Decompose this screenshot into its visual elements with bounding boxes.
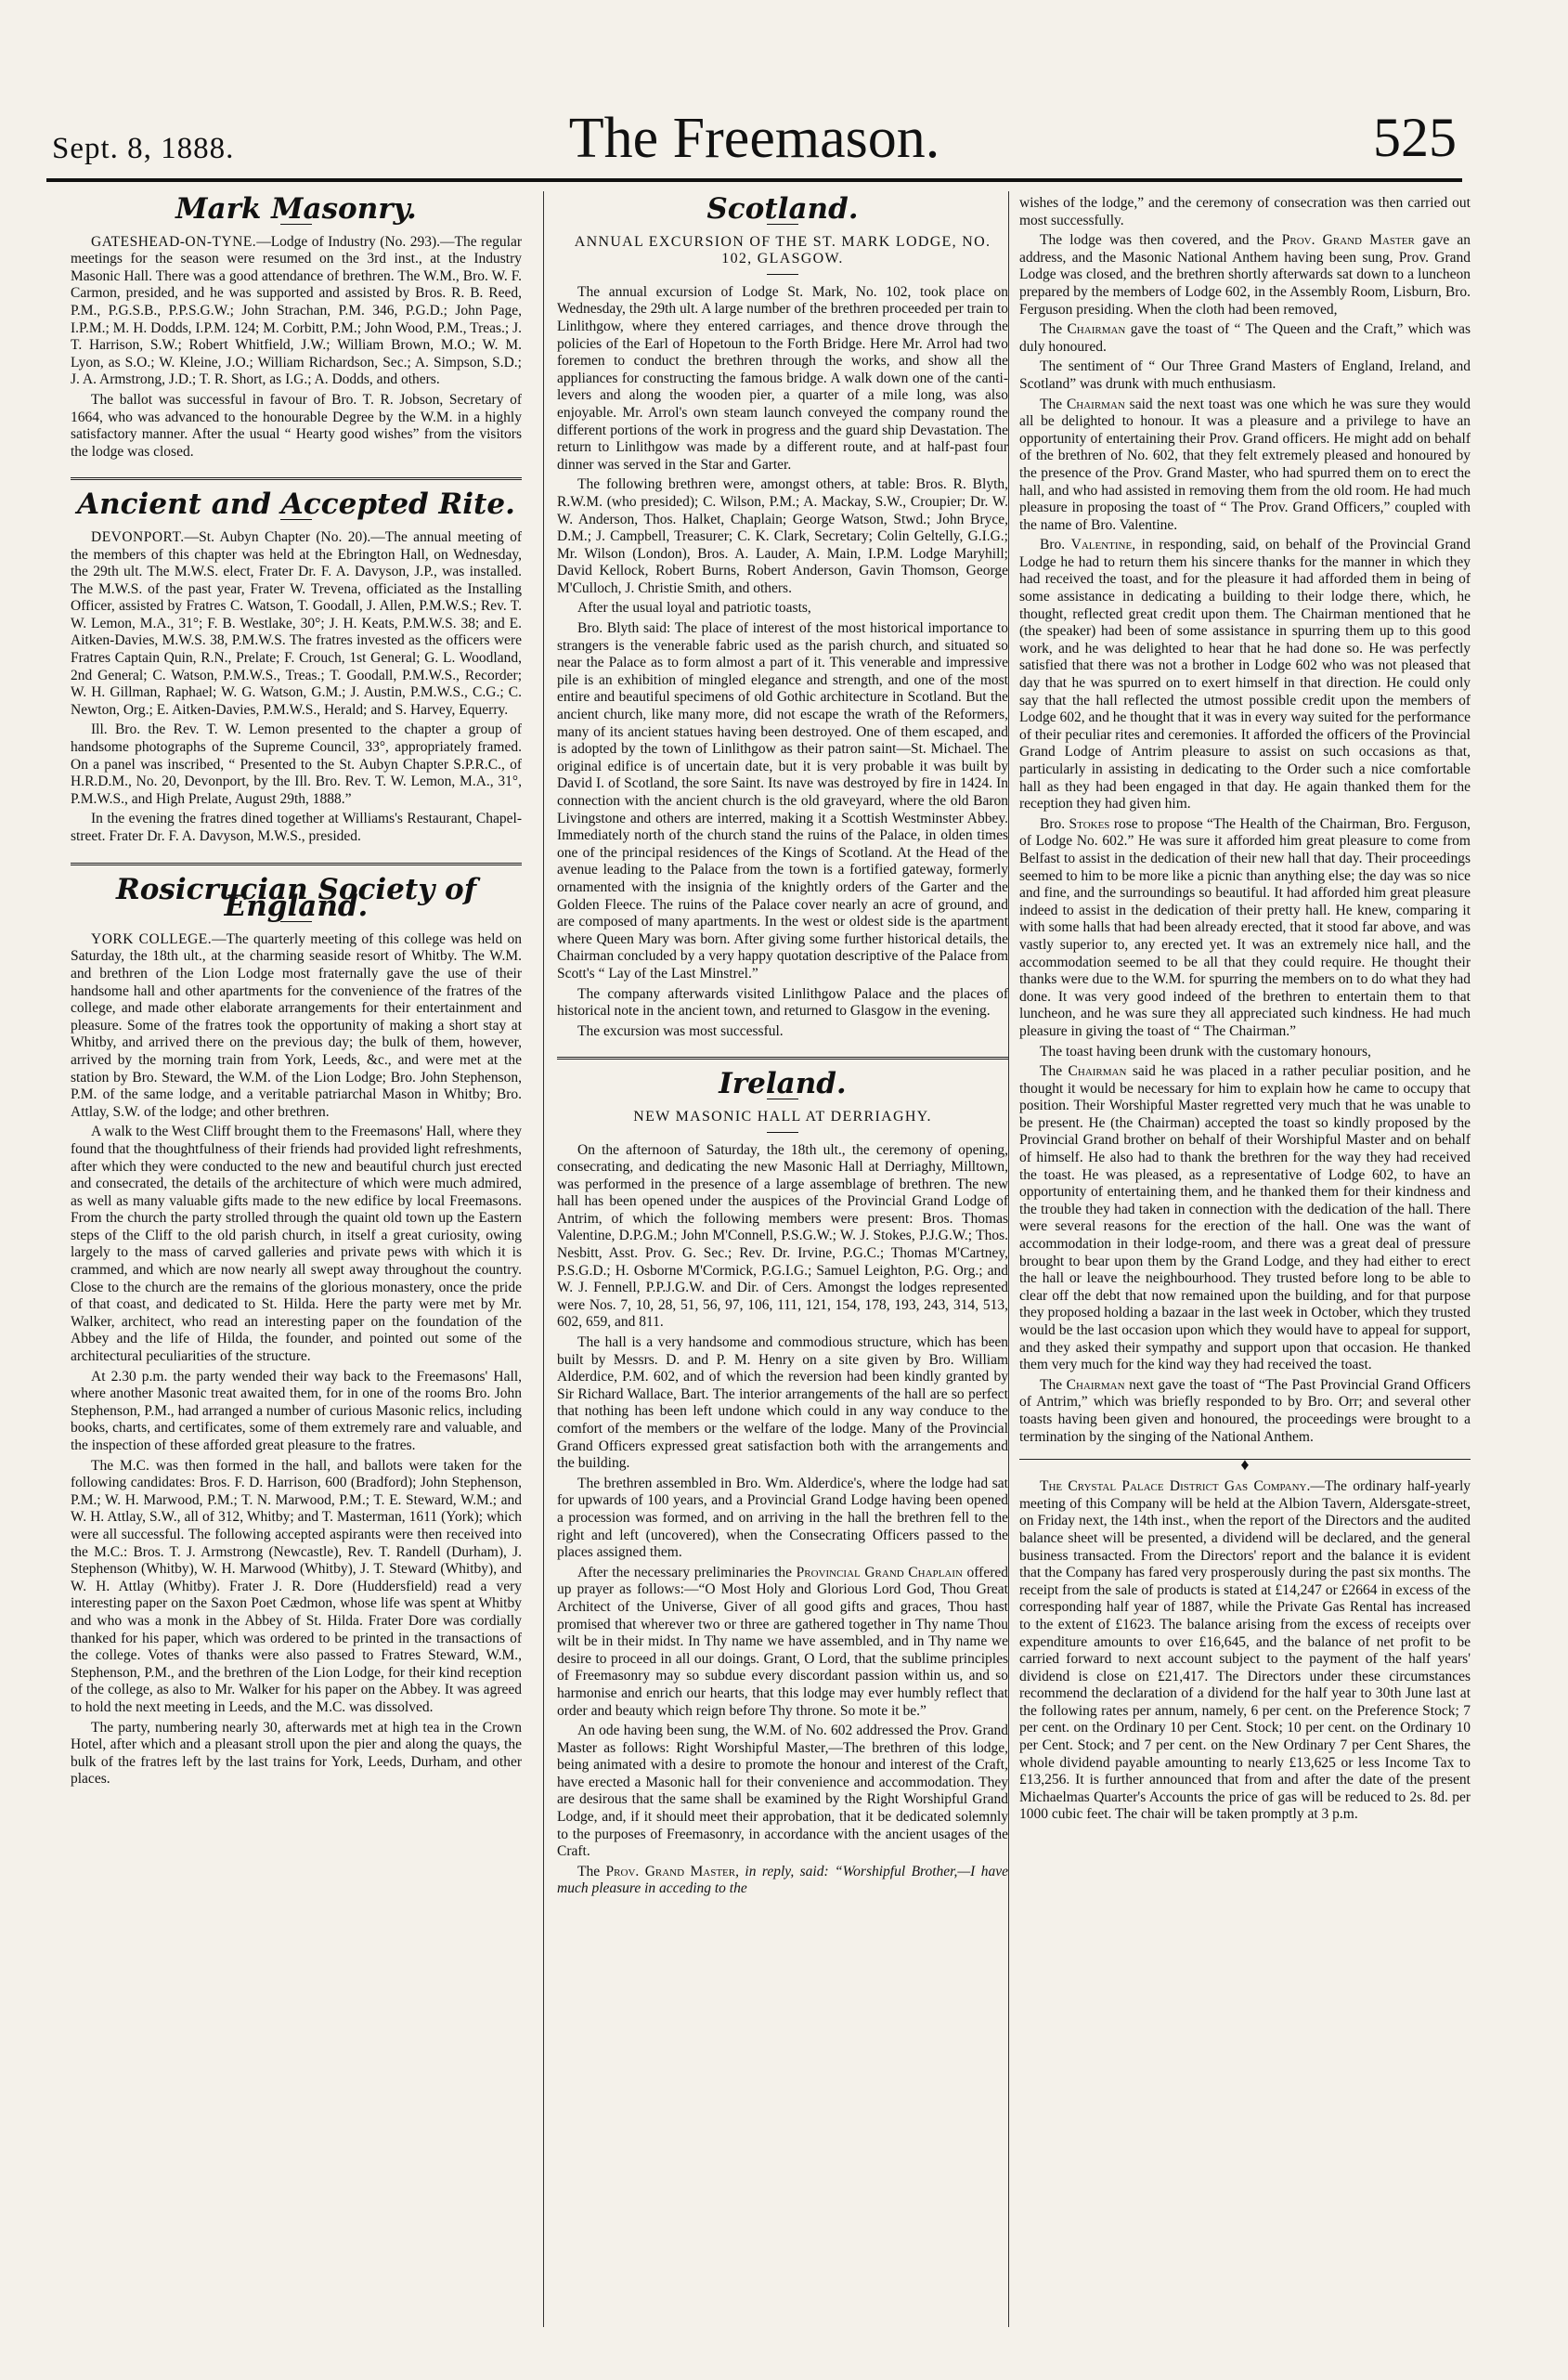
article-paragraph: A walk to the West Cliff brought them to the Freemasons' Hall, where they found that the thoughtfulness of their friends had provided light refreshments, after which they were conducted to the new and beautiful church just erected and consecrated, the details of the architecture of which were much admired, as well as many valuable gifts made to the new edifice by local Freemasons. From the church the party strolled through the quaint old town up the Eastern steps of the Cliff to the old parish church, in itself a great curiosity, owing largely to the mass of carved galleries and private pews with which it is crammed, and which are now nearly all swept away throughout the country. Close to the church are the remains of the glorious monastery, once the pride of that coast, and dedicated to St. Hilda. Here the party were met by Mr. Walker, architect, who read an interesting paper on the foundation of the Abbey and the life of Hilda, the founder, and pointed out some of the architectural peculiarities of the structure. [71, 1124, 522, 1365]
article-paragraph: The sentiment of “ Our Three Grand Masters of England, Ireland, and Scotland” was drunk with much enthusiasm. [1019, 358, 1471, 392]
article-subheading: NEW MASONIC HALL AT DERRIAGHY. [633, 1108, 932, 1125]
page-number: 525 [1373, 107, 1457, 168]
article-paragraph: The company afterwards visited Linlithgow Palace and the places of historical note in the ancient town, and returned to Glasgow in the evening. [557, 985, 1008, 1020]
article-paragraph: The Chairman said the next toast was one which he was sure they would all be delighted to honour. It was a pleasure and a privilege to have an opportunity of entertaining their Prov. Grand officers. He might add on behalf of the brethren of No. 602, that they felt extremely pleased and honoured by the presence of the Prov. Grand Master, who had spurred them on to erect the hall, and who had assisted in removing them from the old room. He had much pleasure in proposing the toast of “ The Prov. Grand Officers,” coupled with the name of Bro. Valentine. [1019, 396, 1471, 533]
article-paragraph: The Chairman next gave the toast of “The Past Provincial Grand Officers of Antrim,” which was briefly responded to by Bro. Orr; and several other toasts having been given and honoured, the proceedings were brought to a termination by the singing of the National Anthem. [1019, 1376, 1471, 1445]
article-paragraph: DEVONPORT.—St. Aubyn Chapter (No. 20).—The annual meeting of the members of this chapter was held at the Ebrington Hall, on Wednesday, the 29th ult. The M.W.S. elect, Frater Dr. F. A. Davyson, J.P., was installed. The M.W.S. of the past year, Frater W. Trevena, officiated as the Installing Officer, assisted by Fratres C. Watson, T. Goodall, J. Allen, P.M.W.S.; Rev. T. W. Lemon, M.A., 31°; F. B. Westlake, 30°; J. H. Keats, P.M.W.S. 38; and E. Aitken-Davies, M.W.S. 38, P.M.W.S. The fratres invested as the officers were Fratres Captain Quin, R.N., Prelate; F. Crouch, 1st General; G. L. Woodland, 2nd General; C. Watson, P.M.W.S., Treas.; T. Goodall, P.M.W.S., Recorder; W. H. Gillman, Raphael; W. G. Watson, G.M.; J. Austin, P.M.W.S., C.G.; C. Newton, Org.; E. Aitken-Davies, P.M.W.S., Herald; and S. Harvey, Equerry. [71, 528, 522, 718]
article-paragraph: YORK COLLEGE.—The quarterly meeting of this college was held on Saturday, the 18th ult., at the charming seaside resort of Whitby. The W.M. and brethren of the Lion Lodge most fraternally gave the use of their handsome hall and other apartments for the convenience of the fratres of the college, and made other elaborate arrangements for their entertainment and pleasure. Some of the fratres took the opportunity of making a short stay at Whitby, and arrived there on the previous day; the bulk of them, however, arrived by the morning train from York, Leeds, &c., and were met at the station by Bro. Steward, the W.M. of the Lion Lodge; Bro. John Stephenson, P.M. of the same lodge, and a veritable patriarchal Mason in Whitby; Bro. Attlay, S.W. of the lodge; and other brethren. [71, 930, 522, 1120]
dateline: DEVONPORT. [91, 528, 185, 545]
article-paragraph: The lodge was then covered, and the Prov. Grand Master gave an address, and the Masonic National Anthem having been sung, Prov. Grand Lodge was closed, and the brethren shortly afterwards sat down to a luncheon prepared by the members of Lodge 602, in the Assembly Room, Lisburn, Bro. Ferguson presiding. When the cloth had been removed, [1019, 232, 1471, 318]
article-paragraph: The M.C. was then formed in the hall, and ballots were taken for the following candidates: Bros. F. D. Harrison, 600 (Bradford); John Stephenson, P.M.; W. H. Marwood, P.M.; T. N. Marwood, P.M.; T. E. Steward, W.M.; and W. H. Attlay, S.W., all of 312, Whitby; and T. Masterman, 1611 (York); which were all successful. The following accepted aspirants were then received into the M.C.: Bros. T. J. Armstrong (Newcastle), Rev. T. Randell (Durham), J. Stephenson (Whitby), W. H. Marwood (Whitby), J. T. Steward (Whitby), and W. H. Attlay (Whitby). Frater J. R. Dore (Huddersfield) read a very interesting paper on the Saxon Poet Cædmon, whose life was spent at Whitby and who was a monk in the Abbey of St. Hilda. Frater Dore was cordially thanked for his paper, which was ordered to be printed in the transactions of the college. Votes of thanks were also passed to Fratres Steward, W.M., Stephenson, P.M., and the brethren of the Lion Lodge, for their kind reception of the college, as also to Mr. Walker for his paper on the Abbey. It was agreed to hold the next meeting in Leeds, and the M.C. was dissolved. [71, 1457, 522, 1715]
section-heading-mark-masonry: Mark Masonry. [175, 195, 417, 226]
section-heading-rosicrucian-society: Rosicrucian Society of England. [115, 872, 477, 924]
column-2 [557, 195, 1008, 2321]
issue-date: Sept. 8, 1888. [52, 132, 235, 165]
article-subheading: ANNUAL EXCURSION OF THE ST. MARK LODGE, NO. 102, GLASGOW. [574, 233, 991, 267]
article-paragraph: The hall is a very handsome and commodious structure, which has been built by Messrs. D. and P. M. Henry on a site given by Bro. William Alderdice, P.M. 602, and of which the reversion had been kindly granted by Sir Richard Wallace, Bart. The interior arrangements of the hall are so perfect that nothing has been left undone which could in any way conduce to the comfort of the members or the welfare of the lodge. Many of the Provincial Grand Officers expressed great satisfaction both with the arrangements and the building. [557, 1334, 1008, 1472]
column-3 [1019, 195, 1471, 2321]
article-paragraph: After the necessary preliminaries the Provincial Grand Chaplain offered up prayer as follows:—“O Most Holy and Glorious Lord God, Thou Great Architect of the Universe, Giver of all good gifts and graces, Thou hast promised that wherever two or three are gathered together in Thy name Thou wilt be in their midst. In Thy name we have assembled, and in Thy name we desire to proceed in all our doings. Grant, O Lord, that the sublime principles of Freemasonry may so subdue every discordant passion within us, and so harmonise and enrich our hearts, that this lodge may ever humbly reflect that order and beauty which reign before Thy throne. So mote it be.” [557, 1564, 1008, 1719]
section-separator [557, 1057, 1008, 1062]
article-paragraph: The following brethren were, amongst others, at table: Bros. R. Blyth, R.W.M. (who presided); C. Wilson, P.M.; A. Mackay, S.W., Croupier; Dr. W. W. Anderson, Thos. Halket, Chaplain; George Watson, Stwd.; John Bryce, D.M.; J. Campbell, Treasurer; C. K. Clark, Secretary; Colin Geltelly, G.I.G.; Mr. Wilson (London), Bros. A. Lauder, A. Main, I.P.M. Lodge Maryhill; David Kellock, Robert Burns, Robert Anderson, Gavin Thomson, George M'Culloch, J. Christie Smith, and others. [557, 476, 1008, 596]
article-paragraph: The Chairman said he was placed in a rather peculiar position, and he thought it would be necessary for him to explain how he came to occupy that position. Their Worshipful Master regretted very much that he was unable to be present. He (the Chairman) accepted the toast so kindly proposed by the Provincial Grand brother on behalf of their Worshipful Master and on behalf of himself. He also had to thank the brethren for the way they had received the toast. He was pleased, as a representative of Lodge 602, to have an opportunity of entertaining them, and he thanked them for their kindness and the trouble they had taken in connection with the dedication of the hall. There were several reasons for the erection of the hall. One was the want of accommodation in their lodge-room, and there was a great deal of pressure brought to bear upon them by the Grand Lodge, and they had either to erect the hall or leave the neighbourhood. They trusted before long to be able to clear off the debt that now remained upon the building, and for that purpose they proposed holding a bazaar in the last week in October, which they trusted would be the last occasion upon which they would have to appeal for support, and they asked their sympathy and support upon that occasion. He thanked them very much for the kind way they had received the toast. [1019, 1063, 1471, 1373]
article-paragraph: GATESHEAD-ON-TYNE.—Lodge of Industry (No. 293).—The regular meetings for the season were resumed on the 3rd inst., at the Industry Masonic Hall. There was a good attendance of brethren. The W.M., Bro. W. F. Carmon, presided, and he was supported and assisted by Bros. R. B. Reed, P.M., P.G.S.B., P.P.S.G.W.; John Strachan, P.M. 346, P.G.D.; John Page, I.P.M.; M. H. Dodds, I.P.M. 124; M. Corbitt, P.M.; John Wood, P.M., Treas.; J. T. Harrison, S.W.; Robert Whitfield, J.W.; William Brown, M.O.; W. M. Lyon, as S.O.; W. Kleine, J.O.; William Richardson, Sec.; A. Simpson, S.D.; J. A. Armstrong, J.D.; T. R. Short, as I.G.; A. Dodds, and others. [71, 233, 522, 388]
newspaper-title: The Freemason. [568, 107, 940, 170]
article-paragraph: The Prov. Grand Master, in reply, said: “Worshipful Brother,—I have much pleasure in acceding to the [557, 1863, 1008, 1897]
article-paragraph: After the usual loyal and patriotic toasts, [577, 600, 811, 617]
article-paragraph: The ballot was successful in favour of Bro. T. R. Jobson, Secretary of 1664, who was advanced to the honourable Degree by the W.M. in a highly satisfactory manner. After the usual “ Hearty good wishes” from the visitors the lodge was closed. [71, 391, 522, 460]
section-heading-scotland: Scotland. [706, 195, 859, 226]
section-separator [71, 477, 522, 483]
article-paragraph: Bro. Stokes rose to propose “The Health of the Chairman, Bro. Ferguson, of Lodge No. 602.” He was sure it afforded him great pleasure to come from Belfast to assist in the dedication of their new hall that day. Their proceedings seemed to him to be more like a picnic than anything else; the day was so nice and fine, and the surroundings so beautiful. It had afforded him great pleasure indeed to assist in the dedication of their pretty hall. He knew, comparing it with some halls that had been already erected, that it stood far above, and was vastly superior to, any erected yet. It was an extremely nice hall, and the accommodation seemed to be all that they could require. He thought their thanks were due to the W.M. for spurring the members on to do what they had done. It was very good indeed of the brethren to entertain them to that luncheon, and he was sure they all appreciated such kindness. He had much pleasure in giving the toast of “ The Chairman.” [1019, 815, 1471, 1039]
article-paragraph: In the evening the fratres dined together at Williams's Restaurant, Chapel-street. Frater Dr. F. A. Davyson, M.W.S., presided. [71, 811, 522, 844]
article-paragraph: The excursion was most successful. [577, 1022, 784, 1039]
article-paragraph: wishes of the lodge,” and the ceremony of consecration was then carried out most successfully. [1019, 195, 1471, 228]
dateline: GATESHEAD-ON-TYNE. [91, 233, 257, 250]
diamond-ornament: ♦ [1240, 1455, 1250, 1475]
article-paragraph: Ill. Bro. the Rev. T. W. Lemon presented to the chapter a group of handsome photographs of the Supreme Council, 33°, appropriately framed. On a panel was inscribed, “ Presented to the St. Aubyn Chapter S.P.R.C., of H.R.D.M., No. 20, Devonport, by the Ill. Bro. Rev. T. W. Lemon, M.A., 31°, P.M.W.S., and High Prelate, August 29th, 1888.” [71, 722, 522, 807]
article-paragraph: The toast having been drunk with the customary honours, [1040, 1043, 1371, 1060]
heading-dash [767, 1132, 798, 1133]
masthead [46, 100, 1462, 184]
article-paragraph: The party, numbering nearly 30, afterwards met at high tea in the Crown Hotel, after which and a pleasant stroll upon the pier and along the quays, the bulk of the fratres left by the last trains for York, Leeds, Durham, and other places. [71, 1719, 522, 1788]
section-heading-ireland: Ireland. [719, 1067, 847, 1101]
section-heading-ancient-accepted-rite: Ancient and Accepted Rite. [77, 488, 515, 522]
article-paragraph: On the afternoon of Saturday, the 18th ult., the ceremony of opening, consecrating, and dedicating the new Masonic Hall at Derriaghy, Milltown, was performed in the presence of a large assemblage of brethren. The new hall has been opened under the auspices of the Provincial Grand Lodge of Antrim, of which the following members were present: Bros. Thomas Valentine, D.P.G.M.; John M'Connell, P.S.G.W.; W. J. Stokes, P.J.G.W.; Thos. Nesbitt, Asst. Prov. G. Sec.; Rev. Dr. Irvine, P.G.C.; Thomas M'Cartney, P.S.G.D.; H. Osborne M'Cormick, P.G.I.G.; Samuel Leighton, P.G. Org.; and W. J. Fennell, P.P.J.G.W. and Dir. of Cers. Amongst the lodges represented were Nos. 7, 10, 28, 51, 56, 97, 106, 111, 121, 154, 178, 193, 243, 314, 513, 602, 659, and 811. [557, 1141, 1008, 1331]
section-separator [71, 863, 522, 868]
article-paragraph: Bro. Valentine, in responding, said, on behalf of the Provincial Grand Lodge he had to return them his sincere thanks for the manner in which they had received the toast, and for the pleasure it had afforded them in being of some assistance in dedicating a building to their lodge there, which, he thought, reflected great credit upon them. The Chairman mentioned that he (the speaker) had been of some assistance in spurring them up to this good work, and he was delighted to hear that he had done so. He was perfectly satisfied that there was not a brother in Lodge 602 who was not pleased that day that he was spurred on to exert himself in that direction. He could only say that the hall reflected the utmost possible credit upon the members of Lodge 602, and he thought that it was in every way suited for the performance of their peculiar rites and ceremonies. It afforded the officers of the Provincial Grand Lodge of Antrim pleasure to assist on such occasions as that, particularly in assisting in dedicating to the Order such a nice comfortable hall as they had been engaged in that day. He again thanked them for the reception they had given him. [1019, 537, 1471, 813]
article-paragraph: The annual excursion of Lodge St. Mark, No. 102, took place on Wednesday, the 29th ult. A large number of the brethren proceeded per train to Linlithgow, where they entered carriages, and thence drove through the policies of the Earl of Hopetoun to the Forth Bridge. Here Mr. Arrol had two foremen to conduct the brethren through the works, and show all the appliances for constructing the famous bridge. A walk down one of the canti-levers and along the wooden pier, a quarter of a mile long, was also enjoyable. Mr. Arrol's own steam launch conveyed the company round the different portions of the work in progress and the guard ship Devastation. The return to Linlithgow was made by a different route, and at half-past four dinner was served in the Star and Garter. [557, 283, 1008, 473]
article-paragraph: The Chairman gave the toast of “ The Queen and the Craft,” which was duly honoured. [1019, 321, 1471, 355]
column-divider [1008, 191, 1009, 2327]
notice-title: The Crystal Palace District Gas Company. [1040, 1478, 1311, 1495]
masthead-rule [46, 178, 1462, 182]
article-paragraph: An ode having been sung, the W.M. of No. 602 addressed the Prov. Grand Master as follows: Right Worshipful Master,—The brethren of this lodge, being animated with a desire to promote the honour and interest of the Craft, have erected a Masonic hall for their convenience and accommodation. They are desirous that the same shall be examined by the Right Worshipful Grand Lodge, and, if it should meet their approbation, that it be dedicated solemnly to the purposes of Freemasonry, in accordance with the ancient usages of the Craft. [557, 1723, 1008, 1860]
article-paragraph: Bro. Blyth said: The place of interest of the most historical importance to strangers is the venerable fabric used as the parish church, and situated so near the Palace as to form almost a part of it. This venerable and impressive pile is an exhibition of mingled elegance and strength, and one of the most entire and beautiful specimens of old Gothic architecture in Scotland. But the ancient church, like many more, did not escape the wrath of the Reformers, many of its ancient statues having been destroyed. One of them escaped, and is adopted by the town of Linlithgow as their patron saint—St. Michael. The original edifice is of uncertain date, but it is very probable it was built by David I. of Scotland, the sore Saint. Its nave was destroyed by fire in 1424. In connection with the ancient church is the old graveyard, where the old Baron Livingstone and others are interred, making it a Scottish Westminster Abbey. Immediately north of the church stand the ruins of the Palace, in olden times one of the principal residences of the Kings of Scotland. At the Head of the avenue leading to the Palace from the town is a fortified gateway, formerly ornamented with the insignia of the knightly orders of the Garter and the Golden Fleece. The ruins of the Palace cover nearly an acre of ground, and are composed of many apartments. In the west or oldest side is the apartment where Queen Mary was born. After giving some further historical details, the Chairman concluded by a very happy quotation descriptive of the Palace from Scott's “ Lay of the Last Minstrel.” [557, 620, 1008, 982]
article-paragraph: The brethren assembled in Bro. Wm. Alderdice's, where the lodge had sat for upwards of 100 years, and a Provincial Grand Lodge having been opened a procession was formed, and on arriving in the hall the brethren fell to the right and left (uncovered), when the Consecrating Officers passed to the places assigned them. [557, 1475, 1008, 1561]
dateline: YORK COLLEGE. [91, 930, 213, 947]
column-1 [71, 195, 522, 2321]
column-divider [543, 191, 544, 2327]
heading-dash [767, 274, 798, 275]
article-paragraph: At 2.30 p.m. the party wended their way back to the Freemasons' Hall, where another Masonic treat awaited them, for in one of the rooms Bro. John Stephenson, P.M., had arranged a number of curious Masonic relics, including books, charts, and certificates, some of them extremely rare and valuable, and the inspection of these afforded great pleasure to the fratres. [71, 1368, 522, 1453]
article-paragraph: The Crystal Palace District Gas Company.—The ordinary half-yearly meeting of this Company will be held at the Albion Tavern, Aldersgate-street, on Friday next, the 14th inst., when the report of the Directors and the audited balance sheet will be presented, a dividend will be declared, and the general business transacted. From the Directors' report and the balance it is evident that the Company has fared very prosperously during the past six months. The receipt from the sale of products is stated at £14,247 or £2664 in excess of the corresponding half year of 1887, while the Private Gas Rental has increased to the extent of £1623. The balance arising from the excess of receipts over expenditure amounts to over £16,645, and the balance of net profit to be carried forward to next account subject to the payment of the half years' dividend is close on £21,417. The Directors under these circumstances recommend the declaration of a dividend for the half year to 30th June last at the following rates per annum, namely, 6 per cent. on the Preference Stock; 7 per cent. on the Ordinary 10 per Cent. Stock; 10 per cent. on the Ordinary 10 per Cent. Stock; and 7 per cent. on the New Ordinary 7 per Cent Shares, the whole dividend payable amounting to nearly £13,625 or less Income Tax to £13,256. It is further announced that from and after the date of the present Michaelmas Quarter's Accounts the price of gas will be reduced to 2s. 8d. per 1000 cubic feet. The chair will be taken promptly at 3 p.m. [1019, 1478, 1471, 1823]
